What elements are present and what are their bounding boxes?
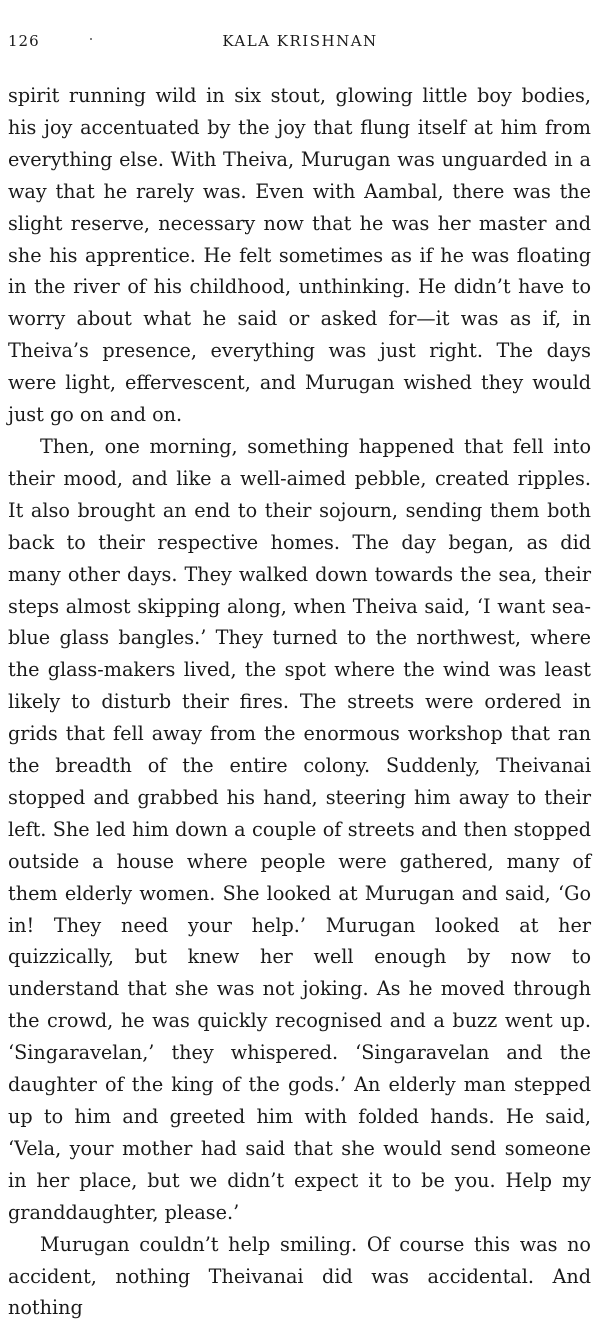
page-number: 126 (8, 32, 40, 50)
page-header (8, 32, 592, 56)
paragraph: Then, one morning, something happened that fell into their mood, and like a well-aimed pebble, created ripples. It also brought an end to their sojourn, sending them both back to their respective homes. The day began, as did many other days. They walked down towards the sea, their steps almost skipping along, when Theiva said, ‘I want sea-blue glass bangles.’ They turned to the northwest, where the glass-makers lived, the spot where the wind was least likely to disturb their fires. The streets were ordered in grids that fell away from the enormous workshop that ran the breadth of the entire colony. Suddenly, Theivanai stopped and grabbed his hand, steering him away to their left. She led him down a couple of streets and then stopped outside a house where people were gathered, many of them elderly women. She looked at Murugan and said, ‘Go in! They need your help.’ Murugan looked at her quizzically, but knew her well enough by now to understand that she was not joking. As he moved through the crowd, he was quickly recognised and a buzz went up. ‘Singaravelan,’ they whispered. ‘Singaravelan and the daughter of the king of the gods.’ An elderly man stepped up to him and greeted him with folded hands. He said, ‘Vela, your mother had said that she would send someone in her place, but we didn’t expect it to be you. Help my granddaughter, please.’ (8, 434, 591, 1224)
running-head: KALA KRISHNAN (222, 32, 378, 50)
body-text (8, 80, 591, 1324)
paragraph: Murugan couldn’t help smiling. Of course this was no accident, nothing Theivanai did was accidental. And nothing (8, 1232, 591, 1320)
paragraph: spirit running wild in six stout, glowing little boy bodies, his joy accentuated by the joy that flung itself at him from everything else. With Theiva, Murugan was unguarded in a way that he rarely was. Even with Aambal, there was the slight reserve, necessary now that he was her master and she his apprentice. He felt sometimes as if he was floating in the river of his childhood, unthinking. He didn’t have to worry about what he said or asked for—it was as if, in Theiva’s presence, everything was just right. The days were light, effervescent, and Murugan wished they would just go on and on. (8, 84, 591, 427)
